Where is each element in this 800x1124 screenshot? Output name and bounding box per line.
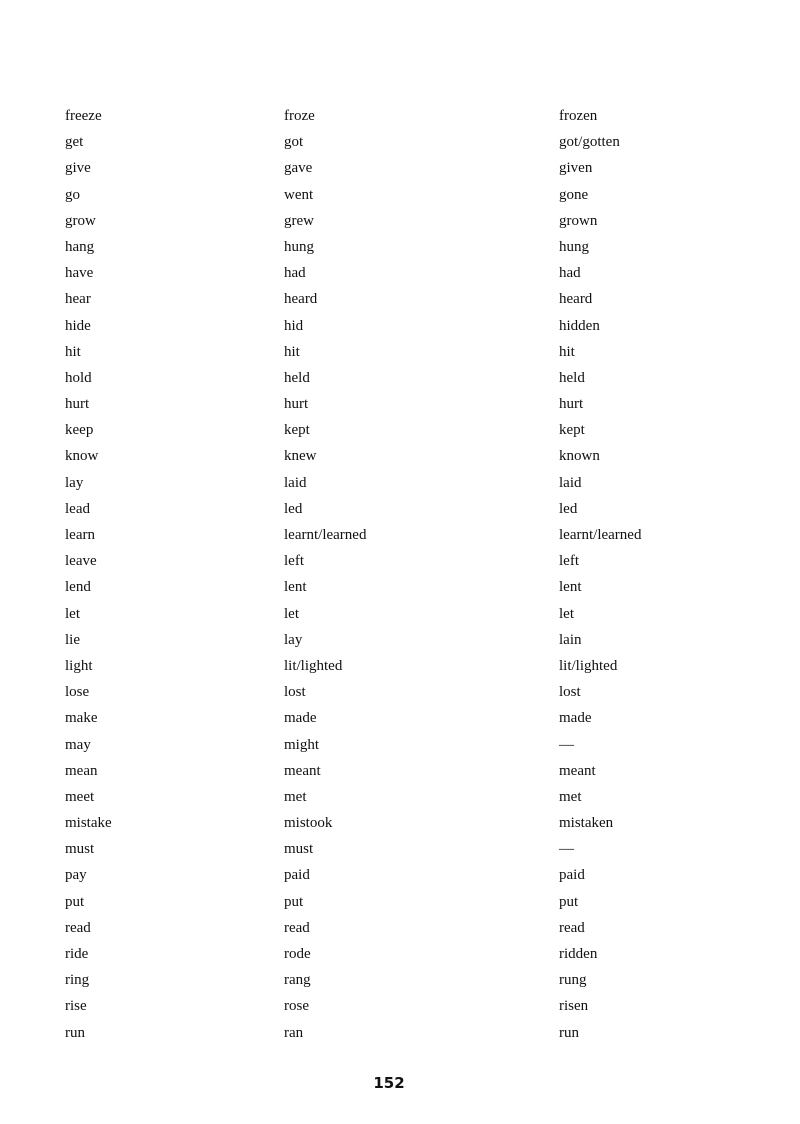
base-form-cell: go: [65, 186, 80, 203]
past-simple-cell: lost: [284, 684, 306, 701]
past-participle-cell: laid: [559, 474, 582, 491]
past-simple-cell: gave: [284, 160, 313, 177]
verb-row: [65, 654, 745, 680]
base-form-cell: lead: [65, 500, 90, 517]
verb-row: [65, 890, 745, 916]
past-simple-cell: lent: [284, 579, 307, 596]
verb-row: [65, 994, 745, 1020]
verb-row: [65, 209, 745, 235]
base-form-cell: hit: [65, 343, 81, 360]
irregular-verb-table: [65, 104, 745, 1047]
past-participle-cell: lost: [559, 684, 581, 701]
past-simple-cell: heard: [284, 291, 318, 308]
past-participle-cell: lent: [559, 579, 582, 596]
verb-row: [65, 942, 745, 968]
past-simple-cell: let: [284, 605, 299, 622]
past-participle-cell: meant: [559, 762, 596, 779]
verb-row: [65, 471, 745, 497]
past-simple-cell: meant: [284, 762, 321, 779]
past-simple-cell: hit: [284, 343, 300, 360]
verb-row: [65, 968, 745, 994]
past-participle-cell: run: [559, 1024, 579, 1041]
past-simple-cell: lit/lighted: [284, 657, 343, 674]
verb-row: [65, 628, 745, 654]
base-form-cell: lay: [65, 474, 84, 491]
verb-row: [65, 366, 745, 392]
verb-row: [65, 1021, 745, 1047]
past-participle-cell: hurt: [559, 396, 584, 413]
base-form-cell: pay: [65, 867, 87, 884]
base-form-cell: may: [65, 736, 91, 753]
verb-row: [65, 392, 745, 418]
verb-row: [65, 863, 745, 889]
past-simple-cell: held: [284, 369, 310, 386]
base-form-cell: meet: [65, 788, 95, 805]
past-simple-cell: left: [284, 553, 304, 570]
past-simple-cell: mistook: [284, 815, 333, 832]
past-participle-cell: grown: [559, 212, 598, 229]
past-participle-cell: —: [559, 736, 574, 753]
base-form-cell: hear: [65, 291, 91, 308]
past-participle-cell: gone: [559, 186, 589, 203]
past-participle-cell: led: [559, 500, 578, 517]
base-form-cell: must: [65, 841, 95, 858]
past-simple-cell: grew: [284, 212, 314, 229]
past-simple-cell: might: [284, 736, 320, 753]
past-participle-cell: frozen: [559, 108, 598, 124]
past-simple-cell: put: [284, 893, 304, 910]
past-participle-cell: learnt/learned: [559, 527, 642, 543]
verb-row: [65, 287, 745, 313]
past-participle-cell: got/gotten: [559, 134, 620, 151]
past-simple-cell: rose: [284, 998, 309, 1015]
past-simple-cell: led: [284, 500, 303, 517]
past-participle-cell: —: [559, 841, 574, 858]
past-participle-cell: made: [559, 710, 592, 727]
base-form-cell: lose: [65, 684, 90, 701]
base-form-cell: hide: [65, 317, 91, 334]
base-form-cell: light: [65, 657, 93, 674]
base-form-cell: hold: [65, 369, 92, 386]
base-form-cell: mistake: [65, 815, 112, 832]
base-form-cell: grow: [65, 212, 96, 229]
verb-row: [65, 497, 745, 523]
verb-row: [65, 130, 745, 156]
past-participle-cell: hit: [559, 343, 575, 360]
past-simple-cell: hurt: [284, 396, 309, 413]
verb-row: [65, 916, 745, 942]
past-simple-cell: kept: [284, 422, 310, 439]
base-form-cell: freeze: [65, 108, 102, 124]
past-participle-cell: rung: [559, 972, 587, 989]
base-form-cell: ride: [65, 946, 89, 962]
past-simple-cell: read: [284, 919, 310, 936]
past-participle-cell: ridden: [559, 946, 598, 962]
base-form-cell: make: [65, 710, 98, 727]
base-form-cell: read: [65, 919, 91, 936]
past-simple-cell: froze: [284, 108, 315, 124]
verb-row: [65, 706, 745, 732]
past-simple-cell: got: [284, 134, 304, 151]
verb-row: [65, 759, 745, 785]
past-simple-cell: made: [284, 710, 317, 727]
base-form-cell: give: [65, 160, 91, 177]
past-participle-cell: heard: [559, 291, 593, 308]
base-form-cell: mean: [65, 762, 98, 779]
verb-row: [65, 261, 745, 287]
verb-row: [65, 811, 745, 837]
past-simple-cell: laid: [284, 474, 307, 491]
base-form-cell: leave: [65, 553, 97, 570]
verb-row: [65, 156, 745, 182]
past-simple-cell: had: [284, 265, 306, 282]
base-form-cell: let: [65, 605, 80, 622]
past-participle-cell: met: [559, 788, 582, 805]
verb-row: [65, 183, 745, 209]
past-simple-cell: paid: [284, 867, 310, 884]
verb-row: [65, 837, 745, 863]
past-simple-cell: met: [284, 788, 307, 805]
base-form-cell: lend: [65, 579, 91, 596]
past-simple-cell: went: [284, 186, 314, 203]
base-form-cell: know: [65, 448, 99, 465]
past-participle-cell: left: [559, 553, 579, 570]
base-form-cell: have: [65, 265, 94, 282]
past-participle-cell: let: [559, 605, 574, 622]
base-form-cell: run: [65, 1024, 85, 1041]
past-participle-cell: known: [559, 448, 600, 465]
base-form-cell: rise: [65, 998, 87, 1015]
past-participle-cell: given: [559, 160, 593, 177]
base-form-cell: learn: [65, 527, 95, 543]
base-form-cell: get: [65, 134, 84, 151]
base-form-cell: hurt: [65, 396, 90, 413]
verb-row: [65, 575, 745, 601]
past-simple-cell: must: [284, 841, 314, 858]
past-participle-cell: hung: [559, 238, 589, 255]
past-simple-cell: learnt/learned: [284, 527, 367, 543]
verb-row: [65, 523, 745, 549]
verb-row: [65, 314, 745, 340]
past-simple-cell: rang: [284, 972, 311, 989]
verb-row: [65, 235, 745, 261]
verb-row: [65, 549, 745, 575]
past-participle-cell: read: [559, 919, 585, 936]
past-simple-cell: rode: [284, 946, 311, 962]
past-participle-cell: paid: [559, 867, 585, 884]
past-participle-cell: had: [559, 265, 581, 282]
verb-row: [65, 444, 745, 470]
verb-row: [65, 733, 745, 759]
past-simple-cell: hid: [284, 317, 304, 334]
past-simple-cell: lay: [284, 631, 303, 648]
past-participle-cell: lit/lighted: [559, 657, 618, 674]
verb-row: [65, 418, 745, 444]
verb-row: [65, 785, 745, 811]
past-simple-cell: ran: [284, 1024, 304, 1041]
base-form-cell: put: [65, 893, 85, 910]
verb-row: [65, 340, 745, 366]
past-participle-cell: put: [559, 893, 579, 910]
past-participle-cell: hidden: [559, 317, 600, 334]
past-participle-cell: mistaken: [559, 815, 614, 832]
past-participle-cell: held: [559, 369, 585, 386]
verb-row: [65, 104, 745, 130]
base-form-cell: ring: [65, 972, 90, 989]
page-number: 152: [373, 1074, 405, 1092]
past-participle-cell: risen: [559, 998, 589, 1015]
base-form-cell: keep: [65, 422, 94, 439]
base-form-cell: hang: [65, 238, 95, 255]
past-simple-cell: hung: [284, 238, 314, 255]
past-participle-cell: lain: [559, 631, 582, 648]
past-simple-cell: knew: [284, 448, 317, 465]
verb-row: [65, 680, 745, 706]
base-form-cell: lie: [65, 631, 80, 648]
verb-row: [65, 602, 745, 628]
past-participle-cell: kept: [559, 422, 585, 439]
